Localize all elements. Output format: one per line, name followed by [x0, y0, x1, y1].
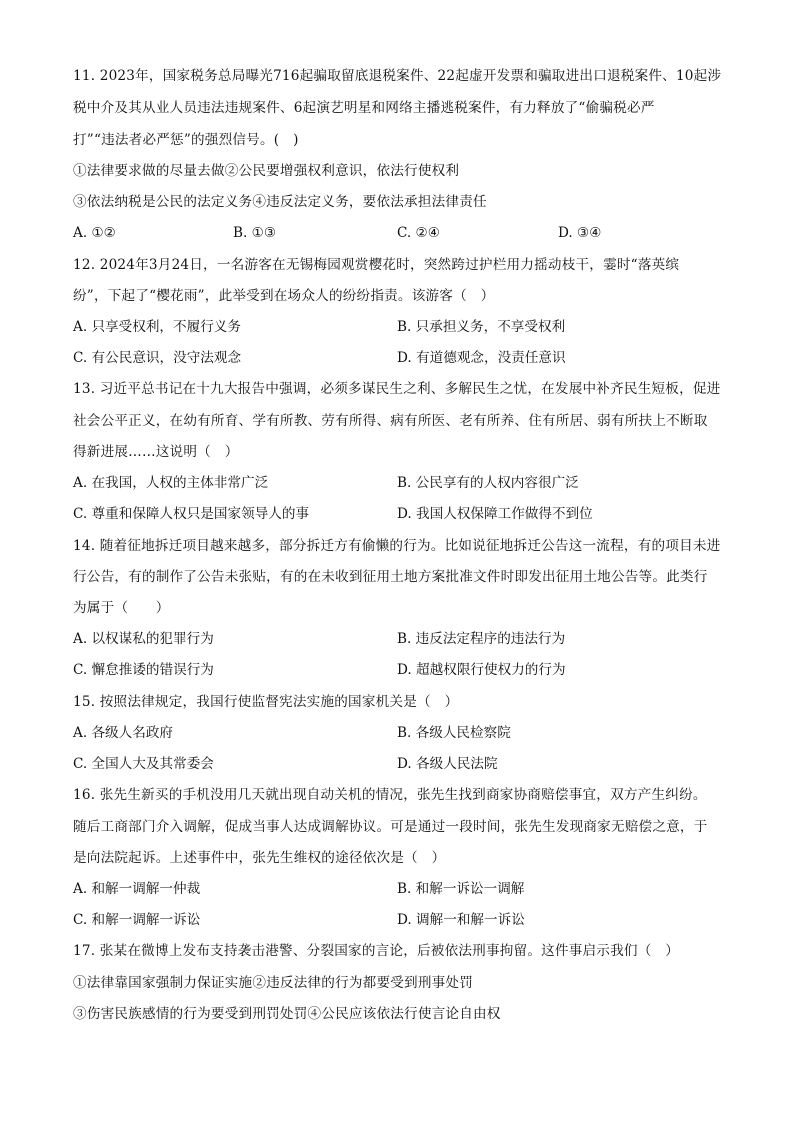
q11-statement-1: ①法律要求做的尽量去做②公民要增强权利意识，依法行使权利 [73, 163, 460, 179]
q16-stem-line-2: 随后工商部门介入调解，促成当事人达成调解协议。可是通过一段时间，张先生发现商家无赔偿之意，于 [73, 819, 708, 835]
q13-stem-line-2: 社会公平正义，在幼有所育、学有所教、劳有所得、病有所医、老有所养、住有所居、弱有所扶上不断取 [73, 413, 708, 429]
q14-stem-line-2: 行公告，有的制作了公告未张贴，有的在未收到征用土地方案批准文件时即发出征用土地公告等。此类行 [73, 569, 708, 585]
q14-stem-line-1: 14. 随着征地拆迁项目越来越多，部分拆迁方有偷懒的行为。比如说征地拆迁公告这一流程，有的项目未进 [73, 538, 721, 554]
q13-stem-line-1: 13. 习近平总书记在十九大报告中强调，必须多谋民生之利、多解民生之忧，在发展中补齐民生短板，促进 [73, 381, 721, 397]
q11-statement-2: ③依法纳税是公民的法定义务④违反法定义务，要依法承担法律责任 [73, 194, 487, 210]
q11-stem-line-1: 11. 2023年，国家税务总局曝光716起骗取留底退税案件、22起虚开发票和骗取进出口退税案件、10起涉 [73, 68, 722, 84]
q12-option-d: D. 有道德观念，没责任意识 [397, 350, 566, 366]
q14-stem-line-3: 为属于（ ） [73, 600, 170, 616]
q15-option-d: D. 各级人民法院 [397, 756, 498, 772]
q15-option-b: B. 各级人民检察院 [397, 725, 511, 741]
q11-option-b: B. ①③ [233, 225, 277, 241]
q12-stem-line-2: 纷”，下起了“樱花雨”，此举受到在场众人的纷纷指责。该游客（ ） [73, 288, 495, 304]
q13-option-c: C. 尊重和保障人权只是国家领导人的事 [73, 506, 310, 522]
q16-stem-line-1: 16. 张先生新买的手机没用几天就出现自动关机的情况，张先生找到商家协商赔偿事宜，双方产生纠纷。 [73, 787, 707, 803]
q17-statement-1: ①法律靠国家强制力保证实施②违反法律的行为都要受到刑事处罚 [73, 975, 474, 991]
q13-stem-line-3: 得新进展……这说明（ ） [73, 444, 239, 460]
q11-stem-line-3: 打”“违法者必严惩”的强烈信号。( ) [73, 132, 299, 148]
q14-option-c: C. 懈怠推诿的错误行为 [73, 662, 214, 678]
q13-option-b: B. 公民享有的人权内容很广泛 [397, 475, 579, 491]
q14-option-a: A. 以权谋私的犯罪行为 [73, 631, 214, 647]
q11-option-d: D. ③④ [558, 225, 602, 241]
q16-option-b: B. 和解一诉讼一调解 [397, 881, 525, 897]
q16-option-a: A. 和解一调解一仲裁 [73, 881, 201, 897]
q13-option-d: D. 我国人权保障工作做得不到位 [397, 506, 593, 522]
q12-option-a: A. 只享受权利，不履行义务 [73, 319, 241, 335]
q13-option-a: A. 在我国，人权的主体非常广泛 [73, 475, 269, 491]
q17-statement-2: ③伤害民族感情的行为要受到刑罚处罚④公民应该依法行使言论自由权 [73, 1006, 501, 1022]
q11-option-c: C. ②④ [397, 225, 440, 241]
q12-option-c: C. 有公民意识，没守法观念 [73, 350, 242, 366]
q15-option-c: C. 全国人大及其常委会 [73, 756, 214, 772]
q14-option-b: B. 违反法定程序的违法行为 [397, 631, 566, 647]
q12-stem-line-1: 12. 2024年3月24日，一名游客在无锡梅园观赏樱花时，突然跨过护栏用力摇动枝干，霎时“落英缤 [73, 257, 680, 273]
q11-stem-line-2: 税中介及其从业人员违法违规案件、6起演艺明星和网络主播逃税案件，有力释放了“偷骗税必严 [73, 100, 655, 116]
q11-option-a: A. ①② [73, 225, 116, 241]
q16-option-c: C. 和解一调解一诉讼 [73, 912, 201, 928]
q16-stem-line-3: 是向法院起诉。上述事件中，张先生维权的途径依次是（ ） [73, 850, 446, 866]
q15-option-a: A. 各级人名政府 [73, 725, 174, 741]
q14-option-d: D. 超越权限行使权力的行为 [397, 662, 566, 678]
q17-stem-line-1: 17. 张某在微博上发布支持袭击港警、分裂国家的言论，后被依法刑事拘留。这件事启示我们（ ） [73, 943, 680, 959]
q16-option-d: D. 调解一和解一诉讼 [397, 912, 525, 928]
q12-option-b: B. 只承担义务，不享受权利 [397, 319, 566, 335]
q15-stem-line-1: 15. 按照法律规定，我国行使监督宪法实施的国家机关是（ ） [73, 694, 459, 710]
